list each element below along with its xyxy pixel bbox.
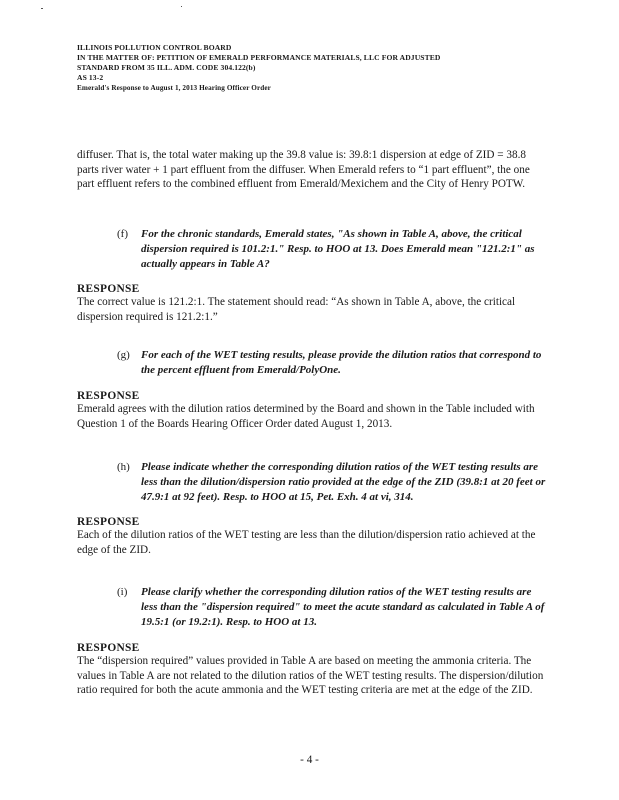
question-text: For each of the WET testing results, please provide the dilution ratios that correspond to the percent effluent from Emerald/PolyOne. — [141, 349, 542, 376]
intro-paragraph: diffuser. That is, the total water making up the 39.8 value is: 39.8:1 dispersion at edge of ZID = 38.8 parts river water + 1 part effluent from the diffuser. When Emerald refers to “1 part effluent”, the one part effluent refers to the combined effluent from Emerald/Mexichem and the City of Henry POTW. — [77, 149, 530, 191]
document-header — [77, 43, 547, 93]
question-h — [117, 460, 547, 505]
question-label: (i) — [117, 586, 128, 598]
scan-speck — [41, 8, 43, 9]
page-number: - 4 - — [300, 754, 319, 766]
question-label: (f) — [117, 228, 128, 240]
response-i: The “dispersion required” values provided in Table A are based on meeting the ammonia criteria. The values in Table A are not related to the dilution ratios of the WET testing results. The dispersion/dilution ratio required for both the acute ammonia and the WET testing criteria are met at the edge of the ZID. — [77, 655, 544, 697]
header-case-title: IN THE MATTER OF: PETITION OF EMERALD PERFORMANCE MATERIALS, LLC FOR ADJUSTED — [77, 53, 441, 62]
header-case-title-cont: STANDARD FROM 35 ILL. ADM. CODE 304.122(b) — [77, 63, 256, 72]
response-heading: RESPONSE — [77, 516, 140, 528]
response-h: Each of the dilution ratios of the WET testing are less than the dilution/dispersion ratio achieved at the edge of the ZID. — [77, 529, 536, 556]
question-label: (h) — [117, 461, 130, 473]
question-text: Please indicate whether the corresponding dilution ratios of the WET testing results are less than the dilution/dispersion ratio provided at the edge of the ZID (39.8:1 at 20 feet or 47.9:1 at 92 feet). Resp. to HOO at 15, Pet. Exh. 4 at vi, 314. — [141, 461, 546, 503]
question-g — [117, 348, 547, 378]
question-text: For the chronic standards, Emerald states, "As shown in Table A, above, the critical dispersion required is 101.2:1." Resp. to HOO at 13. Does Emerald mean "121.2:1" as actually appears in Table A? — [141, 228, 535, 270]
question-label: (g) — [117, 349, 130, 361]
question-f — [117, 227, 547, 272]
header-docket-number: AS 13-2 — [77, 73, 104, 82]
response-heading: RESPONSE — [77, 283, 140, 295]
question-text: Please clarify whether the corresponding dilution ratios of the WET testing results are less than the "dispersion required" to meet the acute standard as calculated in Table A of 19.5:1 (or 19.2:1). Resp. to HOO at 13. — [141, 586, 545, 628]
scan-speck — [181, 6, 182, 7]
response-heading: RESPONSE — [77, 642, 140, 654]
response-g: Emerald agrees with the dilution ratios determined by the Board and shown in the Table included with Question 1 of the Boards Hearing Officer Order dated August 1, 2013. — [77, 403, 535, 430]
header-board-name: ILLINOIS POLLUTION CONTROL BOARD — [77, 43, 232, 52]
response-f: The correct value is 121.2:1. The statement should read: “As shown in Table A, above, the critical dispersion required is 121.2:1.” — [77, 296, 516, 323]
response-heading: RESPONSE — [77, 390, 140, 402]
question-i — [117, 585, 547, 630]
header-document-title: Emerald's Response to August 1, 2013 Hearing Officer Order — [77, 84, 271, 92]
